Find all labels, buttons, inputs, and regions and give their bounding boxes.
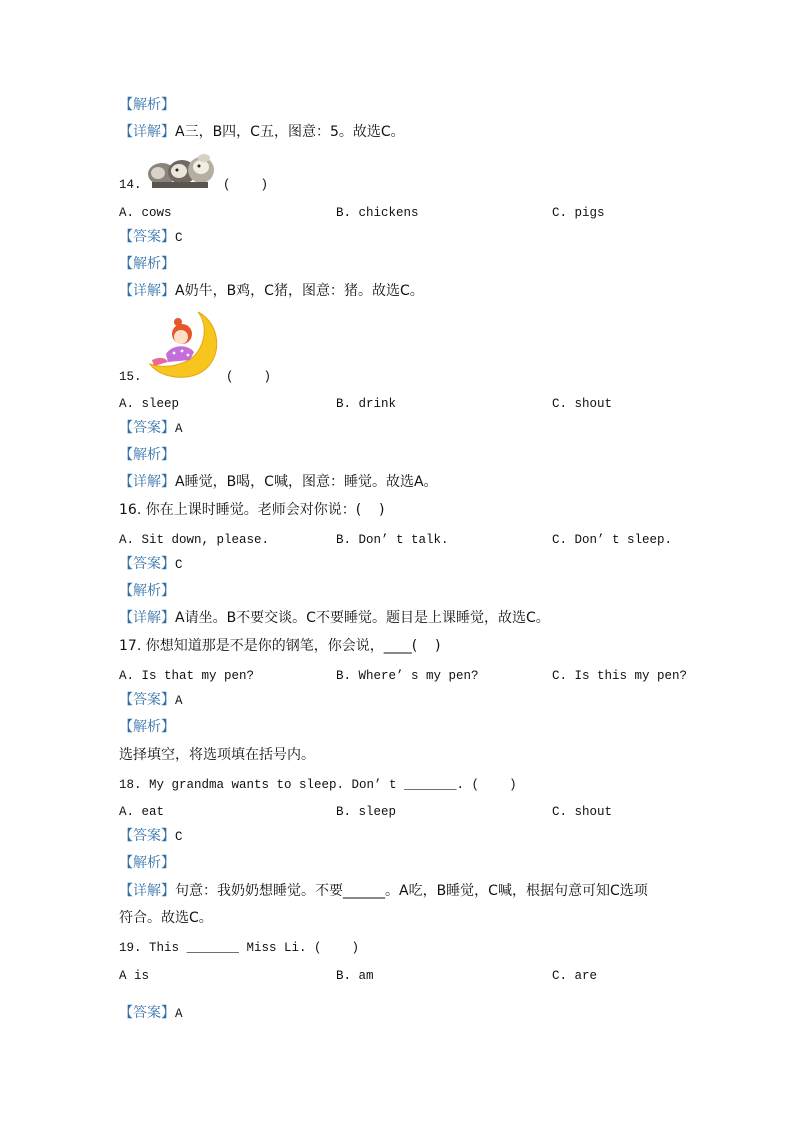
q16-detail [119, 609, 550, 627]
q14-answer-value: C [175, 231, 183, 245]
q15-number: 15. [119, 370, 142, 384]
pigs-photo-icon [146, 150, 214, 190]
answer-label: 【答案】 [119, 229, 175, 245]
analysis-label: 【解析】 [119, 855, 175, 871]
q15-option-c: C. shout [552, 397, 613, 411]
q17-option-a: A. Is that my pen? [119, 669, 255, 683]
q15-detail [119, 473, 438, 491]
q15-answer [119, 419, 183, 438]
analysis-label: 【解析】 [119, 256, 175, 272]
q14-number: 14. [119, 178, 142, 192]
q14-option-b: B. chickens [336, 206, 419, 220]
q14-answer [119, 228, 183, 247]
q17-stem: 17. 你想知道那是不是你的钢笔，你会说，____( ) [119, 638, 441, 654]
q16-option-c: C. Don’ t sleep. [552, 533, 673, 547]
q16-option-a: A. Sit down, please. [119, 533, 270, 547]
answer-label: 【答案】 [119, 692, 175, 708]
detail-label: 【详解】 [119, 124, 175, 140]
q18-detail-line1 [119, 882, 648, 900]
q14-answer-parens: ( ) [223, 178, 269, 192]
q15-option-a: A. sleep [119, 397, 180, 411]
q17-answer [119, 691, 183, 710]
answer-label: 【答案】 [119, 828, 175, 844]
q13-detail-text: A三，B四，C五，图意：5。故选C。 [175, 124, 405, 140]
q15-option-b: B. drink [336, 397, 397, 411]
q14-option-c: C. pigs [552, 206, 605, 220]
q17-option-c: C. Is this my pen? [552, 669, 688, 683]
q18-option-a: A. eat [119, 805, 165, 819]
detail-label: 【详解】 [119, 883, 175, 899]
q18-answer-value: C [175, 830, 183, 844]
detail-label: 【详解】 [119, 283, 175, 299]
q13-detail [119, 123, 405, 141]
q19-stem: 19. This _______ Miss Li. ( ) [119, 941, 360, 955]
q16-stem: 16. 你在上课时睡觉。老师会对你说：( ) [119, 502, 385, 518]
q19-option-a: A is [119, 969, 150, 983]
analysis-label: 【解析】 [119, 583, 175, 599]
q14-option-a: A. cows [119, 206, 172, 220]
detail-label: 【详解】 [119, 474, 175, 490]
q15-detail-text: A睡觉，B喝，C喊，图意：睡觉。故选A。 [175, 474, 438, 490]
analysis-label: 【解析】 [119, 447, 175, 463]
q18-option-c: C. shout [552, 805, 613, 819]
analysis-label: 【解析】 [119, 719, 175, 735]
q16-answer-value: C [175, 558, 183, 572]
q19-answer [119, 1004, 183, 1023]
q16-detail-text: A请坐。B不要交谈。C不要睡觉。题目是上课睡觉，故选C。 [175, 610, 550, 626]
answer-label: 【答案】 [119, 556, 175, 572]
q14-detail [119, 282, 424, 300]
q16-option-b: B. Don’ t talk. [336, 533, 449, 547]
q15-answer-value: A [175, 422, 183, 436]
q19-option-c: C. are [552, 969, 598, 983]
detail-label: 【详解】 [119, 610, 175, 626]
q17-answer-value: A [175, 694, 183, 708]
q18-detail-text: 句意：我奶奶想睡觉。不要______。A吃，B睡觉，C喊，根据句意可知C选项 [175, 883, 648, 899]
q19-answer-value: A [175, 1007, 183, 1021]
q18-option-b: B. sleep [336, 805, 397, 819]
q18-stem: 18. My grandma wants to sleep. Don’ t _______. ( ) [119, 778, 517, 792]
q15-answer-parens: ( ) [226, 370, 272, 384]
q14-detail-text: A奶牛，B鸡，C猪，图意：猪。故选C。 [175, 283, 424, 299]
q18-detail-line2: 符合。故选C。 [119, 910, 213, 926]
q16-answer [119, 555, 183, 574]
girl-sleeping-on-moon-icon [148, 308, 222, 380]
q19-option-b: B. am [336, 969, 374, 983]
q18-answer [119, 827, 183, 846]
q17-option-b: B. Where’ s my pen? [336, 669, 479, 683]
answer-label: 【答案】 [119, 420, 175, 436]
analysis-label: 【解析】 [119, 97, 175, 113]
answer-label: 【答案】 [119, 1005, 175, 1021]
section-instruction: 选择填空，将选项填在括号内。 [119, 747, 315, 763]
